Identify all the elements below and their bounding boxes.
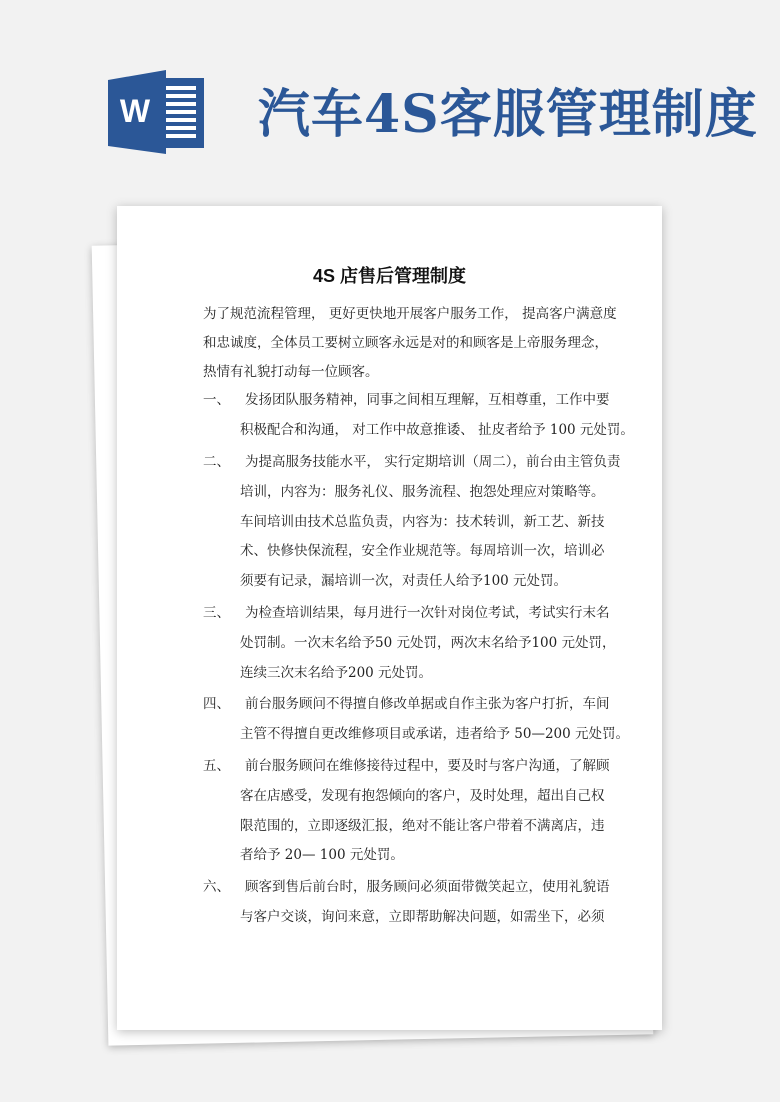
intro-line: 为了规范流程管理， 更好更快地开展客户服务工作， 提高客户满意度 xyxy=(203,306,617,322)
banner-title: 汽车4S客服管理制度 xyxy=(258,84,758,145)
svg-text:W: W xyxy=(119,93,151,129)
document-page xyxy=(117,206,662,1030)
item-line: 者给予 20— 100 元处罚。 xyxy=(240,847,404,864)
item-number: 六、 xyxy=(203,879,230,896)
item-number: 四、 xyxy=(203,696,230,713)
item-line: 限范围的，立即逐级汇报，绝对不能让客户带着不满离店，违 xyxy=(240,817,605,834)
item-line: 发扬团队服务精神，同事之间相互理解，互相尊重，工作中要 xyxy=(245,392,610,409)
item-line: 积极配合和沟通， 对工作中故意推诿、 扯皮者给予 100 元处罚。 xyxy=(240,422,634,439)
item-line: 须要有记录，漏培训一次，对责任人给予100 元处罚。 xyxy=(240,573,568,590)
item-line: 前台服务顾问不得擅自修改单据或自作主张为客户打折，车间 xyxy=(245,696,610,713)
item-line: 培训，内容为：服务礼仪、服务流程、抱怨处理应对策略等。 xyxy=(240,483,605,500)
word-document-icon xyxy=(108,70,208,154)
item-number: 五、 xyxy=(203,758,230,774)
item-line: 顾客到售后前台时，服务顾问必须面带微笑起立，使用礼貌语 xyxy=(245,879,610,896)
intro-line: 和忠诚度，全体员工要树立顾客永远是对的和顾客是上帝服务理念， xyxy=(203,334,608,351)
item-line: 为检查培训结果，每月进行一次针对岗位考试，考试实行末名 xyxy=(245,605,610,621)
item-number: 三、 xyxy=(203,605,230,621)
item-line: 连续三次末名给予200 元处罚。 xyxy=(240,664,433,681)
item-line: 主管不得擅自更改维修项目或承诺，违者给予 50—200 元处罚。 xyxy=(240,726,630,743)
item-line: 与客户交谈，询问来意，立即帮助解决问题，如需坐下，必须 xyxy=(240,909,605,925)
item-line: 为提高服务技能水平， 实行定期培训（周二），前台由主管负责 xyxy=(245,454,621,470)
item-line: 术、快修快保流程，安全作业规范等。每周培训一次，培训必 xyxy=(240,543,605,560)
item-line: 处罚制。一次末名给予50 元处罚，两次末名给予100 元处罚， xyxy=(240,634,616,651)
document-title: 4S 店售后管理制度 xyxy=(312,266,467,286)
item-number: 一、 xyxy=(203,392,230,409)
item-number: 二、 xyxy=(203,454,230,470)
intro-line: 热情有礼貌打动每一位顾客。 xyxy=(203,363,379,380)
item-line: 前台服务顾问在维修接待过程中，要及时与客户沟通，了解顾 xyxy=(245,758,610,774)
item-line: 车间培训由技术总监负责，内容为：技术转训，新工艺、新技 xyxy=(240,513,605,530)
item-line: 客在店感受，发现有抱怨倾向的客户，及时处理，超出自己权 xyxy=(240,787,605,804)
